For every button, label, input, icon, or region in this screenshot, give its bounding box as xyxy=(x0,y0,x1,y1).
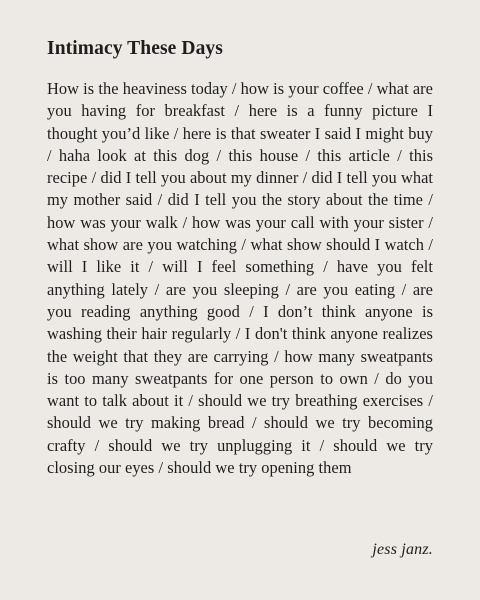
poem-body: How is the heaviness today / how is your coffee / what are you having for breakfast / here is a funny picture I thought you’d like / here is that sweater I said I might buy / haha look at this dog / this house / this article / this recipe / did I tell you about my dinner / did I tell you what my mother said / did I tell you the story about the time / how was your walk / how was your call with your sister / what show are you watching / what show should I watch / will I like it / will I feel something / have you felt anything lately / are you sleeping / are you eating / are you reading anything good / I don’t think anyone is washing their hair regularly / I don't think anyone realizes the weight that they are carrying / how many sweatpants is too many sweatpants for one person to own / do you want to talk about it / should we try breathing exercises / should we try making bread / should we try becoming crafty / should we try unplugging it / should we try closing our eyes / should we try opening them xyxy=(47,79,433,478)
poem-page xyxy=(47,36,433,479)
poem-title: Intimacy These Days xyxy=(47,38,223,59)
author-signature: jess janz. xyxy=(372,541,433,558)
